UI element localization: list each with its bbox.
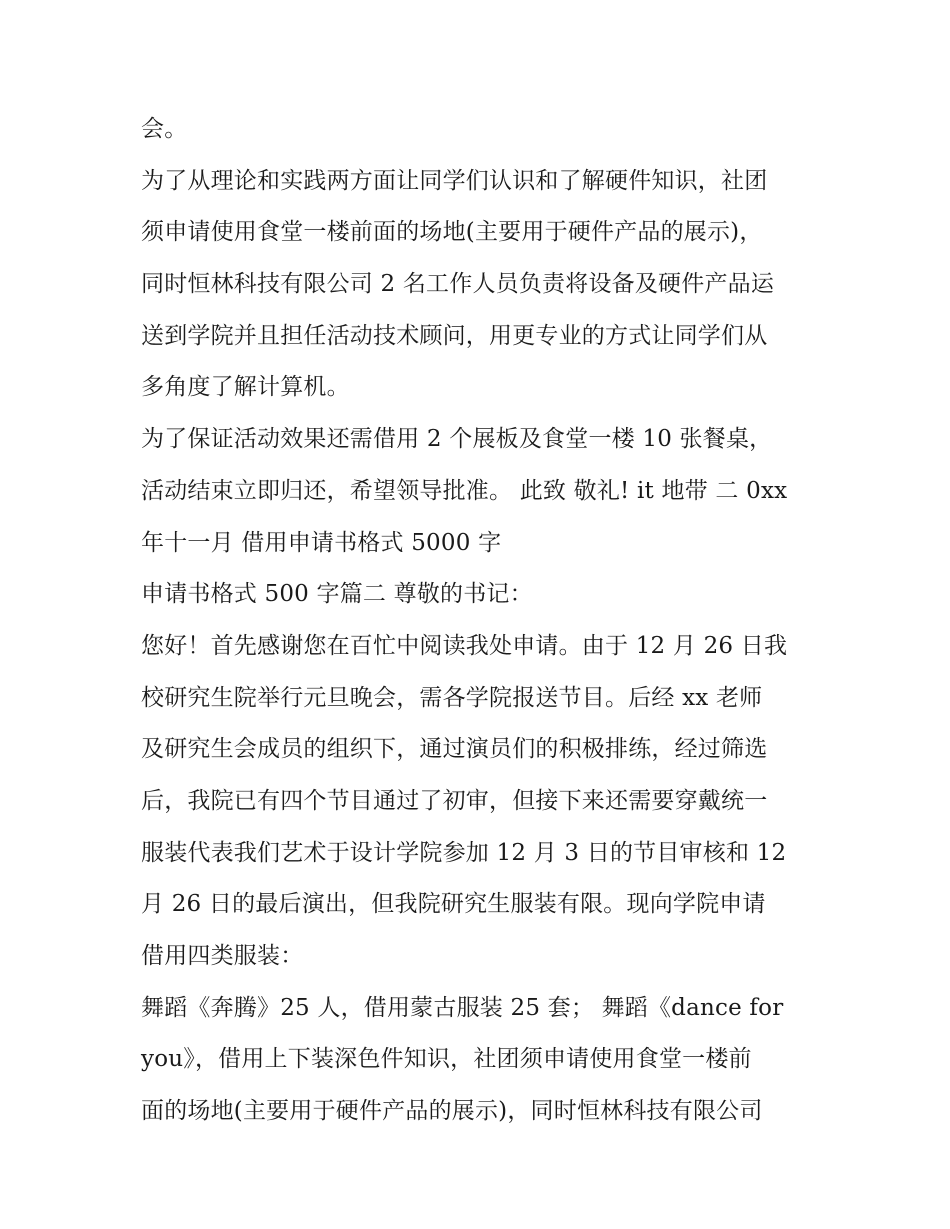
text-line: you》，借用上下装深色件知识，社团须申请使用食堂一楼前 [141,1046,752,1073]
text-line: 舞蹈《奔腾》25 人，借用蒙古服装 25 套； 舞蹈《dance for [141,994,784,1021]
text-line: 会。 [141,116,188,142]
text-line: 校研究生院举行元旦晚会，需各学院报送节目。后经 xx 老师 [141,684,763,711]
text-line: 后，我院已有四个节目通过了初审，但接下来还需要穿戴统一 [141,787,768,814]
text-line: 借用四类服装： [141,943,304,969]
text-line: 送到学院并且担任活动技术顾问，用更专业的方式让同学们从 [141,322,768,349]
text-line: 为了从理论和实践两方面让同学们认识和了解硬件知识，社团 [141,167,768,194]
text-line: 月 26 日的最后演出，但我院研究生服装有限。现向学院申请 [141,891,766,918]
text-line: 年十一月 借用申请书格式 5000 字 [141,529,502,556]
document-body [141,107,821,1141]
text-line: 及研究生会成员的组织下，通过演员们的积极排练，经过筛选 [141,736,768,763]
text-line: 须申请使用食堂一楼前面的场地(主要用于硬件产品的展示)， [141,219,763,246]
text-line: 多角度了解计算机。 [141,374,350,401]
text-line: 活动结束立即归还，希望领导批准。 此致 敬礼! it 地带 二 0xx [141,477,788,504]
text-line: 同时恒林科技有限公司 2 名工作人员负责将设备及硬件产品运 [141,271,775,298]
text-line: 您好！首先感谢您在百忙中阅读我处申请。由于 12 月 26 日我 [141,632,788,659]
text-line: 服装代表我们艺术于设计学院参加 12 月 3 日的节目审核和 12 [141,839,787,866]
text-line: 面的场地(主要用于硬件产品的展示)，同时恒林科技有限公司 [141,1098,763,1125]
text-line: 为了保证活动效果还需借用 2 个展板及食堂一楼 10 张餐桌， [141,426,773,453]
text-line: 申请书格式 500 字篇二 尊敬的书记： [141,581,533,608]
